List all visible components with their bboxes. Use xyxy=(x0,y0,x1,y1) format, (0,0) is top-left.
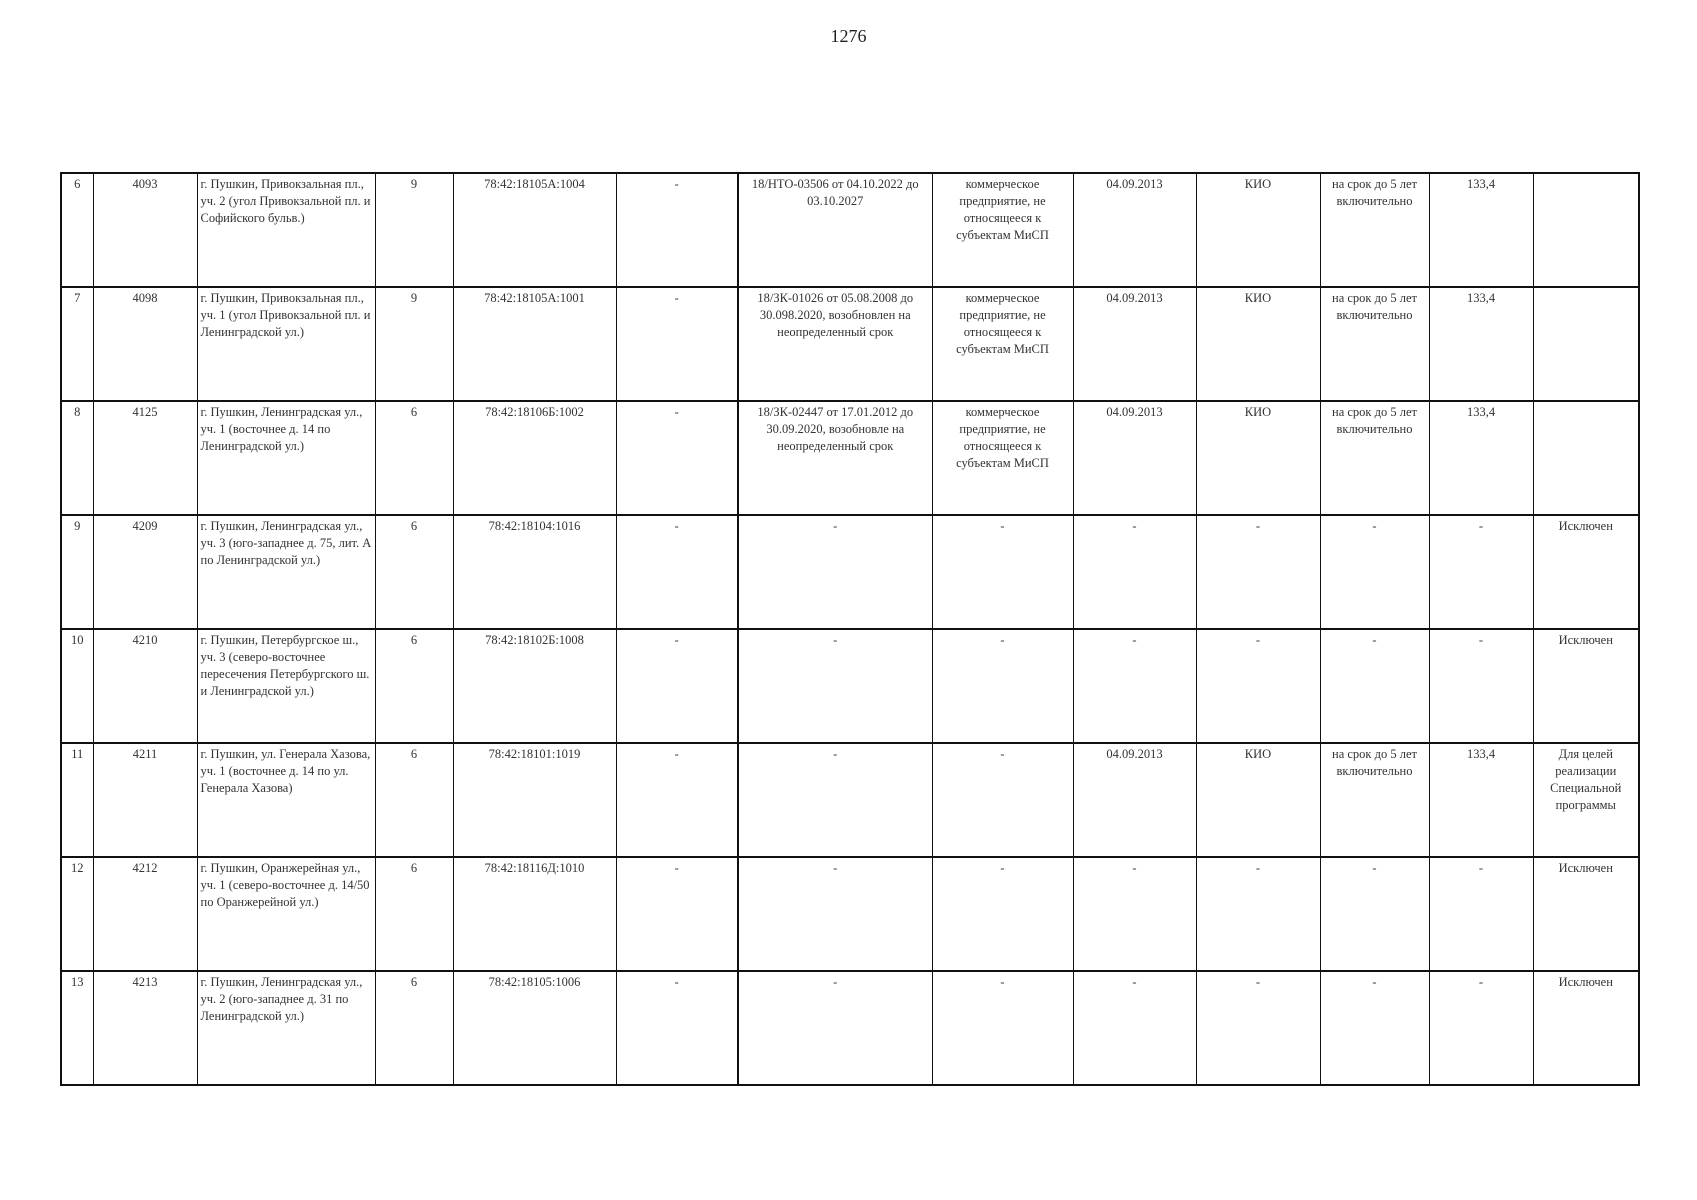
cell-date: - xyxy=(1073,629,1196,743)
cell-agency: КИО xyxy=(1196,287,1320,401)
cell-holder: - xyxy=(932,971,1073,1085)
cell-number: 10 xyxy=(61,629,93,743)
cell-cadastral-number: 78:42:18101:1019 xyxy=(453,743,616,857)
cell-contract: - xyxy=(738,515,932,629)
cell-note xyxy=(1533,173,1639,287)
cell-value: 133,4 xyxy=(1429,173,1533,287)
cell-agency: - xyxy=(1196,629,1320,743)
cell-date: 04.09.2013 xyxy=(1073,401,1196,515)
cell-contract: - xyxy=(738,971,932,1085)
cell-district: 9 xyxy=(375,287,453,401)
cell-agency: - xyxy=(1196,857,1320,971)
cell-contract: - xyxy=(738,857,932,971)
cell-code: 4209 xyxy=(93,515,197,629)
cell-district: 6 xyxy=(375,857,453,971)
cell-value: - xyxy=(1429,629,1533,743)
cell-code: 4098 xyxy=(93,287,197,401)
cell-value: - xyxy=(1429,857,1533,971)
cell-cadastral-number: 78:42:18105:1006 xyxy=(453,971,616,1085)
cell-date: 04.09.2013 xyxy=(1073,173,1196,287)
cell-agency: КИО xyxy=(1196,743,1320,857)
cell-number: 11 xyxy=(61,743,93,857)
cell-code: 4210 xyxy=(93,629,197,743)
cell-address: г. Пушкин, ул. Генерала Хазова, уч. 1 (восточнее д. 14 по ул. Генерала Хазова) xyxy=(197,743,375,857)
cell-cadastral-number: 78:42:18105А:1001 xyxy=(453,287,616,401)
cell-contract: 18/ЗК-02447 от 17.01.2012 до 30.09.2020, возобновле на неопределенный срок xyxy=(738,401,932,515)
cell-note: Для целей реализации Специальной программы xyxy=(1533,743,1639,857)
cell-code: 4213 xyxy=(93,971,197,1085)
registry-table xyxy=(60,172,1640,1086)
cell-number: 8 xyxy=(61,401,93,515)
cell-holder: коммерческое предприятие, не относящееся к субъектам МиСП xyxy=(932,173,1073,287)
cell-code: 4125 xyxy=(93,401,197,515)
cell-holder: - xyxy=(932,743,1073,857)
cell-district: 6 xyxy=(375,515,453,629)
cell-term: - xyxy=(1320,629,1429,743)
table-row xyxy=(61,971,1639,1085)
cell-agency: КИО xyxy=(1196,173,1320,287)
cell-date: - xyxy=(1073,515,1196,629)
cell-term: - xyxy=(1320,857,1429,971)
table-row xyxy=(61,743,1639,857)
cell-note: Исключен xyxy=(1533,857,1639,971)
cell-term: на срок до 5 лет включительно xyxy=(1320,743,1429,857)
cell-address: г. Пушкин, Ленинградская ул., уч. 2 (юго-западнее д. 31 по Ленинградской ул.) xyxy=(197,971,375,1085)
cell-term: на срок до 5 лет включительно xyxy=(1320,401,1429,515)
cell-district: 6 xyxy=(375,629,453,743)
cell-dash: - xyxy=(616,515,738,629)
cell-number: 7 xyxy=(61,287,93,401)
cell-value: - xyxy=(1429,515,1533,629)
cell-value: 133,4 xyxy=(1429,287,1533,401)
cell-address: г. Пушкин, Привокзальная пл., уч. 2 (угол Привокзальной пл. и Софийского бульв.) xyxy=(197,173,375,287)
cell-contract: - xyxy=(738,629,932,743)
cell-value: 133,4 xyxy=(1429,743,1533,857)
page-number: 1276 xyxy=(830,26,867,46)
cell-number: 9 xyxy=(61,515,93,629)
cell-cadastral-number: 78:42:18116Д:1010 xyxy=(453,857,616,971)
cell-address: г. Пушкин, Привокзальная пл., уч. 1 (угол Привокзальной пл. и Ленинградской ул.) xyxy=(197,287,375,401)
cell-district: 6 xyxy=(375,971,453,1085)
cell-address: г. Пушкин, Ленинградская ул., уч. 3 (юго-западнее д. 75, лит. А по Ленинградской ул.) xyxy=(197,515,375,629)
cell-date: - xyxy=(1073,971,1196,1085)
cell-address: г. Пушкин, Петербургское ш., уч. 3 (северо-восточнее пересечения Петербургского ш. и Ленинградской ул.) xyxy=(197,629,375,743)
cell-cadastral-number: 78:42:18104:1016 xyxy=(453,515,616,629)
cell-date: 04.09.2013 xyxy=(1073,743,1196,857)
cell-term: - xyxy=(1320,971,1429,1085)
cell-note xyxy=(1533,401,1639,515)
cell-holder: коммерческое предприятие, не относящееся к субъектам МиСП xyxy=(932,401,1073,515)
cell-value: 133,4 xyxy=(1429,401,1533,515)
table-row xyxy=(61,287,1639,401)
cell-date: 04.09.2013 xyxy=(1073,287,1196,401)
cell-note: Исключен xyxy=(1533,629,1639,743)
cell-dash: - xyxy=(616,857,738,971)
cell-holder: - xyxy=(932,515,1073,629)
cell-dash: - xyxy=(616,173,738,287)
cell-district: 6 xyxy=(375,743,453,857)
cell-district: 6 xyxy=(375,401,453,515)
cell-address: г. Пушкин, Оранжерейная ул., уч. 1 (северо-восточнее д. 14/50 по Оранжерейной ул.) xyxy=(197,857,375,971)
cell-note: Исключен xyxy=(1533,971,1639,1085)
cell-contract: 18/ЗК-01026 от 05.08.2008 до 30.098.2020, возобновлен на неопределенный срок xyxy=(738,287,932,401)
table-row xyxy=(61,401,1639,515)
cell-dash: - xyxy=(616,287,738,401)
cell-number: 13 xyxy=(61,971,93,1085)
cell-holder: - xyxy=(932,857,1073,971)
cell-date: - xyxy=(1073,857,1196,971)
cell-contract: - xyxy=(738,743,932,857)
cell-cadastral-number: 78:42:18106Б:1002 xyxy=(453,401,616,515)
cell-number: 12 xyxy=(61,857,93,971)
cell-agency: - xyxy=(1196,971,1320,1085)
cell-note: Исключен xyxy=(1533,515,1639,629)
table-row xyxy=(61,515,1639,629)
cell-term: на срок до 5 лет включительно xyxy=(1320,287,1429,401)
cell-district: 9 xyxy=(375,173,453,287)
table-row xyxy=(61,857,1639,971)
cell-holder: - xyxy=(932,629,1073,743)
cell-address: г. Пушкин, Ленинградская ул., уч. 1 (восточнее д. 14 по Ленинградской ул.) xyxy=(197,401,375,515)
cell-value: - xyxy=(1429,971,1533,1085)
cell-cadastral-number: 78:42:18105А:1004 xyxy=(453,173,616,287)
cell-dash: - xyxy=(616,743,738,857)
table-row xyxy=(61,173,1639,287)
cell-agency: - xyxy=(1196,515,1320,629)
cell-code: 4212 xyxy=(93,857,197,971)
cell-code: 4211 xyxy=(93,743,197,857)
cell-cadastral-number: 78:42:18102Б:1008 xyxy=(453,629,616,743)
cell-term: на срок до 5 лет включительно xyxy=(1320,173,1429,287)
cell-number: 6 xyxy=(61,173,93,287)
table-body xyxy=(61,173,1639,1085)
cell-dash: - xyxy=(616,401,738,515)
cell-note xyxy=(1533,287,1639,401)
cell-holder: коммерческое предприятие, не относящееся к субъектам МиСП xyxy=(932,287,1073,401)
cell-contract: 18/НТО-03506 от 04.10.2022 до 03.10.2027 xyxy=(738,173,932,287)
cell-dash: - xyxy=(616,971,738,1085)
cell-dash: - xyxy=(616,629,738,743)
cell-code: 4093 xyxy=(93,173,197,287)
cell-term: - xyxy=(1320,515,1429,629)
cell-agency: КИО xyxy=(1196,401,1320,515)
table-row xyxy=(61,629,1639,743)
